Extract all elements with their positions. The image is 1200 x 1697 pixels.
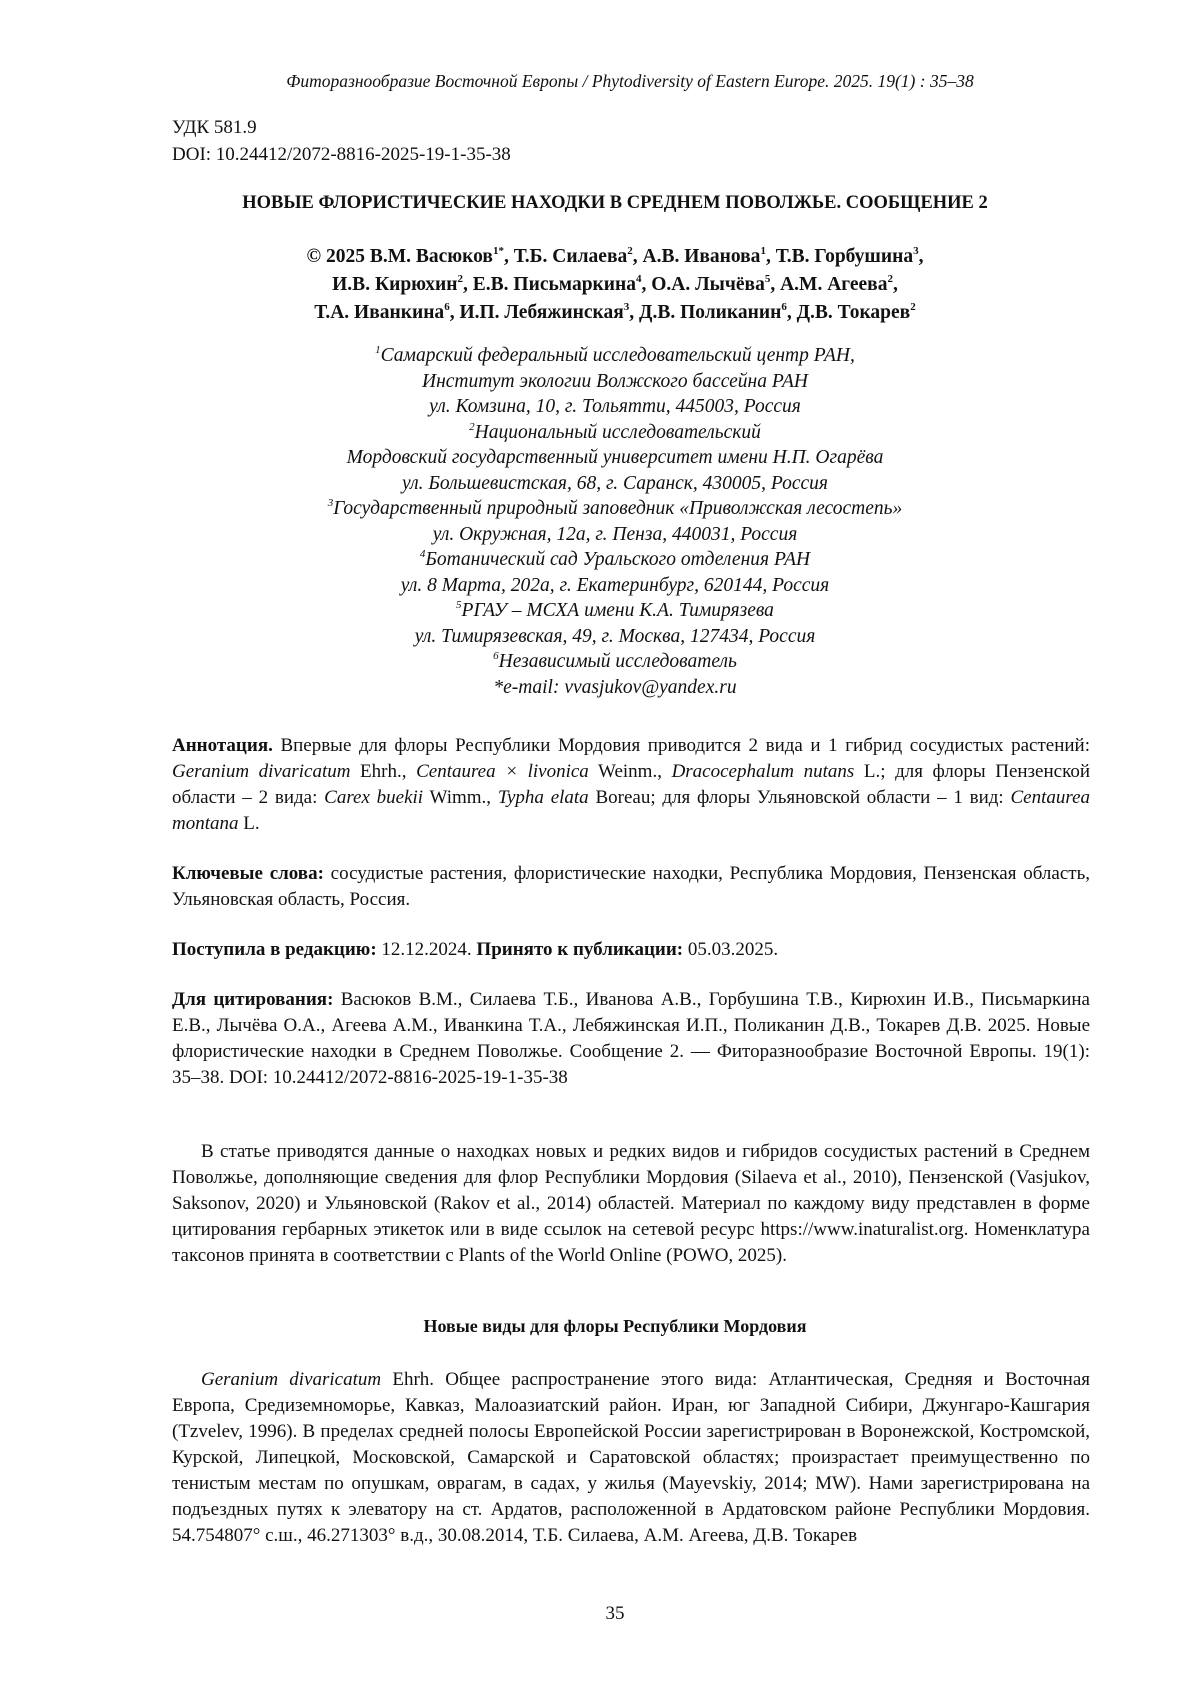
author-line-3: Т.А. Иванкина6, И.П. Лебяжинская3, Д.В. Поликанин6, Д.В. Токарев2 xyxy=(30,299,1200,327)
affiliation-4-name xyxy=(30,547,1200,573)
author-affil-mark: 1 xyxy=(760,245,766,257)
paper-page xyxy=(0,0,1200,1697)
affiliation-3-name xyxy=(30,496,1200,522)
affil-text: РГАУ – МСХА имени К.А. Тимирязева xyxy=(462,600,774,621)
author-affil-mark: 5 xyxy=(765,273,771,285)
author-affil-mark: 2 xyxy=(458,273,464,285)
abstract-text: L.; для флоры Пензенской области – 2 вида: xyxy=(172,761,1090,808)
species-name: Geranium divaricatum xyxy=(201,1369,381,1390)
species-paragraph xyxy=(172,1367,1090,1549)
received-date: 12.12.2024. xyxy=(377,939,477,960)
affil-mark: 4 xyxy=(420,548,426,560)
affiliation-3-address: ул. Окружная, 12а, г. Пенза, 440031, Россия xyxy=(30,522,1200,548)
accepted-label: Принято к публикации: xyxy=(476,939,683,960)
abstract-text: Впервые для флоры Республики Мордовия приводится 2 вида и 1 гибрид сосудистых растений: xyxy=(273,735,1090,756)
page-number: 35 xyxy=(0,1603,1200,1625)
abstract xyxy=(172,733,1090,837)
keywords xyxy=(172,861,1090,913)
affil-text: Национальный исследовательский xyxy=(475,422,761,443)
author-affil-mark: 3 xyxy=(913,245,919,257)
affil-mark: 5 xyxy=(456,599,462,611)
accepted-date: 05.03.2025. xyxy=(683,939,778,960)
author-affil-mark: 6 xyxy=(781,301,787,313)
author-affil-mark: 1* xyxy=(493,245,504,257)
running-header: Фиторазнообразие Восточной Европы / Phytodiversity of Eastern Europe. 2025. 19(1) : 35–38 xyxy=(0,71,1200,92)
author-affil-mark: 4 xyxy=(636,273,642,285)
received-label: Поступила в редакцию: xyxy=(172,939,377,960)
section-heading: Новые виды для флоры Республики Мордовия xyxy=(0,1316,1200,1337)
affiliation-6-name xyxy=(30,649,1200,675)
author: И.П. Лебяжинская xyxy=(459,302,623,323)
author: Т.В. Горбушина xyxy=(776,246,913,267)
contact-email[interactable]: *e-mail: vvasjukov@yandex.ru xyxy=(30,675,1200,701)
affil-text: Государственный природный заповедник «Приволжская лесостепь» xyxy=(333,498,902,519)
species-name: Centaurea × livonica xyxy=(416,761,589,782)
affil-text: Ботанический сад Уральского отделения РАН xyxy=(425,549,810,570)
author: Т.А. Иванкина xyxy=(314,302,444,323)
affil-mark: 1 xyxy=(375,344,381,356)
author-affil-mark: 2 xyxy=(910,301,916,313)
affiliation-2-institute: Мордовский государственный университет имени Н.П. Огарёва xyxy=(30,445,1200,471)
author-affil-mark: 3 xyxy=(624,301,630,313)
species-name: Typha elata xyxy=(498,787,589,808)
species-name: Carex buekii xyxy=(324,787,423,808)
article-title: НОВЫЕ ФЛОРИСТИЧЕСКИЕ НАХОДКИ В СРЕДНЕМ ПОВОЛЖЬЕ. СООБЩЕНИЕ 2 xyxy=(0,193,1200,214)
author-affil-mark: 2 xyxy=(627,245,633,257)
abstract-text: Wimm., xyxy=(423,787,498,808)
udk-code: УДК 581.9 xyxy=(172,114,511,141)
author: О.А. Лычёва xyxy=(651,274,765,295)
author: Д.В. Поликанин xyxy=(639,302,781,323)
affiliation-1-name xyxy=(30,343,1200,369)
affiliation-2-name xyxy=(30,420,1200,446)
intro-paragraph: В статье приводятся данные о находках новых и редких видов и гибридов сосудистых растений в Среднем Поволжье, дополняющие сведения для флор Республики Мордовия (Silaeva et al., 2010), Пензенской (Vasjukov, Saksonov, 2020) и Ульяновской (Rakov et al., 2014) областей. Материал по каждому виду представлен в форме цитирования гербарных этикеток или в виде ссылок на сетевой ресурс https://www.inaturalist.org. Номенклатура таксонов принята в соответствии с Plants of the World Online (POWO, 2025). xyxy=(172,1139,1090,1269)
abstract-text: Ehrh., xyxy=(350,761,416,782)
affil-mark: 6 xyxy=(493,650,499,662)
affil-text: Самарский федеральный исследовательский центр РАН, xyxy=(381,345,855,366)
author-line-2: И.В. Кирюхин2, Е.В. Письмаркина4, О.А. Лычёва5, А.М. Агеева2, xyxy=(30,271,1200,299)
abstract-text: Weinm., xyxy=(589,761,672,782)
citation-label: Для цитирования: xyxy=(172,989,333,1010)
dates xyxy=(172,937,1090,963)
affiliation-4-address: ул. 8 Марта, 202а, г. Екатеринбург, 620144, Россия xyxy=(30,573,1200,599)
affiliations xyxy=(0,343,1200,700)
abstract-text: L. xyxy=(239,813,260,834)
species-text: Ehrh. Общее распространение этого вида: Атлантическая, Средняя и Восточная Европа, Средиземноморье, Кавказ, Малоазиатский район. Иран, юг Западной Сибири, Джунгаро-Кашгария (Tzvelev, 1996). В пределах средней полосы Европейской России зарегистрирован в Воронежской, Костромской, Курской, Липецкой, Московской, Самарской и Саратовской областях; произрастает преимущественно по тенистым местам по опушкам, оврагам, в садах, у жилья (Mayevskiy, 2014; MW). Нами зарегистрирована на подъездных путях к элеватору на ст. Ардатов, расположенной в Ардатовском районе Республики Мордовия. 54.754807° с.ш., 46.271303° в.д., 30.08.2014, Т.Б. Силаева, А.М. Агеева, Д.В. Токарев xyxy=(172,1369,1090,1546)
author: А.В. Иванова xyxy=(642,246,760,267)
affiliation-1-address: ул. Комзина, 10, г. Тольятти, 445003, Россия xyxy=(30,394,1200,420)
keywords-text: сосудистые растения, флористические находки, Республика Мордовия, Пензенская область, Ульяновская область, Россия. xyxy=(172,863,1090,910)
species-name: Geranium divaricatum xyxy=(172,761,350,782)
affiliation-2-address: ул. Большевистская, 68, г. Саранск, 430005, Россия xyxy=(30,471,1200,497)
citation-text: Васюков В.М., Силаева Т.Б., Иванова А.В., Горбушина Т.В., Кирюхин И.В., Письмаркина Е.В., Лычёва О.А., Агеева А.М., Иванкина Т.А., Лебяжинская И.П., Поликанин Д.В., Токарев Д.В. 2025. Новые флористические находки в Среднем Поволжье. Сообщение 2. — Фиторазнообразие Восточной Европы. 19(1): 35–38. DOI: 10.24412/2072-8816-2025-19-1-35-38 xyxy=(172,989,1090,1088)
affiliation-1-institute: Институт экологии Волжского бассейна РАН xyxy=(30,369,1200,395)
affiliation-5-address: ул. Тимирязевская, 49, г. Москва, 127434, Россия xyxy=(30,624,1200,650)
author-affil-mark: 2 xyxy=(887,273,893,285)
author: Т.Б. Силаева xyxy=(514,246,628,267)
citation xyxy=(172,987,1090,1091)
author-affil-mark: 6 xyxy=(444,301,450,313)
author: Е.В. Письмаркина xyxy=(473,274,636,295)
abstract-text: Boreau; для флоры Ульяновской области – 1 вид: xyxy=(589,787,1011,808)
author: © 2025 В.М. Васюков xyxy=(307,246,493,267)
affiliation-5-name xyxy=(30,598,1200,624)
author-line-1: © 2025 В.М. Васюков1*, Т.Б. Силаева2, А.В. Иванова1, Т.В. Горбушина3, xyxy=(30,243,1200,271)
doi: DOI: 10.24412/2072-8816-2025-19-1-35-38 xyxy=(172,141,511,168)
author: И.В. Кирюхин xyxy=(332,274,457,295)
affil-text: Независимый исследователь xyxy=(499,651,737,672)
affil-mark: 3 xyxy=(328,497,334,509)
author-list xyxy=(0,243,1200,327)
author: Д.В. Токарев xyxy=(797,302,911,323)
species-name: Dracocephalum nutans xyxy=(672,761,855,782)
keywords-label: Ключевые слова: xyxy=(172,863,324,884)
author: А.М. Агеева xyxy=(780,274,887,295)
species-name: Centaurea montana xyxy=(172,787,1090,834)
affil-mark: 2 xyxy=(469,421,475,433)
abstract-label: Аннотация. xyxy=(172,735,273,756)
article-meta xyxy=(172,114,511,168)
